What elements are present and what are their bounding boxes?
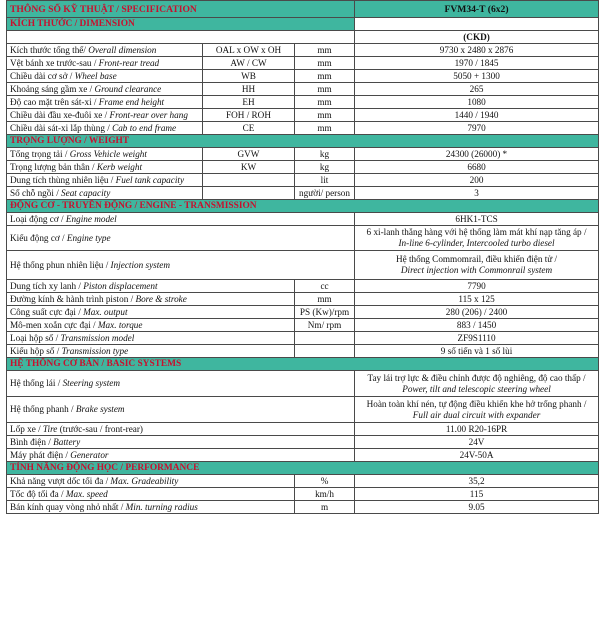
row-label (7, 148, 203, 161)
row-label (7, 319, 295, 332)
table-row (7, 488, 599, 501)
section-title: TRỌNG LƯỢNG / WEIGHT (7, 135, 599, 148)
section-title: ĐỘNG CƠ - TRUYỀN ĐỘNG / ENGINE - TRANSMISSION (7, 200, 599, 213)
label-en: Transmission model (60, 332, 135, 343)
symbol-cell: GVW (203, 148, 295, 161)
label-en: Front-rear over hang (109, 109, 188, 120)
value-line-en: Direct injection with Commonrail system (400, 265, 553, 275)
value-cell (355, 251, 599, 280)
label-en: Max. output (83, 306, 128, 317)
symbol-cell: OAL x OW x OH (203, 44, 295, 57)
value-cell: 24V-50A (355, 449, 599, 462)
label-en: Wheel base (74, 70, 117, 81)
row-label (7, 109, 203, 122)
table-row (7, 501, 599, 514)
label-vn: Hệ thống lái / (10, 378, 63, 388)
label-vn: Chiều dài đầu xe-đuôi xe / (10, 109, 110, 120)
label-vn: Khả năng vượt dốc tối đa / (10, 475, 111, 486)
symbol-cell: AW / CW (203, 57, 295, 70)
table-row (7, 475, 599, 488)
table-row (7, 226, 599, 251)
value-cell: 200 (355, 174, 599, 187)
value-cell: 35,2 (355, 475, 599, 488)
row-label (7, 449, 355, 462)
section-dimension (7, 18, 599, 31)
row-label (7, 122, 203, 135)
row-label (7, 423, 355, 436)
symbol-cell: EH (203, 96, 295, 109)
value-cell: ZF9S1110 (355, 332, 599, 345)
label-en: Steering system (62, 378, 120, 388)
unit-cell: mm (295, 96, 355, 109)
unit-cell: mm (295, 109, 355, 122)
label-vn: Kiểu hộp số / (10, 345, 62, 356)
section-performance (7, 462, 599, 475)
value-cell: 7790 (355, 280, 599, 293)
table-row (7, 280, 599, 293)
unit-cell (295, 332, 355, 345)
unit-cell: PS (Kw)/rpm (295, 306, 355, 319)
label-en: Fuel tank capacity (115, 174, 185, 185)
row-label (7, 213, 355, 226)
section-engine (7, 200, 599, 213)
table-row (7, 148, 599, 161)
section-basic (7, 358, 599, 371)
row-label (7, 83, 203, 96)
value-cell (355, 226, 599, 251)
table-row (7, 70, 599, 83)
row-label (7, 306, 295, 319)
label-en: Battery (53, 436, 81, 447)
table-row (7, 423, 599, 436)
value-line-vn: Hệ thống Commomrail, điều khiển điện tử / (395, 254, 558, 264)
label-en: Cab to end frame (112, 122, 177, 133)
value-cell: 24300 (26000) * (355, 148, 599, 161)
row-label (7, 226, 355, 251)
table-row (7, 187, 599, 200)
spec-sheet (6, 0, 598, 514)
label-vn: Công suất cực đại / (10, 306, 84, 317)
table-row (7, 397, 599, 423)
row-label (7, 57, 203, 70)
row-label (7, 174, 203, 187)
label-vn: Kích thước tổng thể/ (10, 44, 86, 55)
unit-cell: lit (295, 174, 355, 187)
value-cell: 9730 x 2480 x 2876 (355, 44, 599, 57)
value-cell: 115 (355, 488, 599, 501)
label-en: Tire (42, 423, 58, 434)
label-en: Ground clearance (94, 83, 162, 94)
table-row (7, 122, 599, 135)
label-en: Front-rear tread (98, 57, 160, 68)
sheet-title: THÔNG SỐ KỸ THUẬT / SPECIFICATION (7, 1, 355, 18)
unit-cell: m (295, 501, 355, 514)
symbol-cell (203, 174, 295, 187)
value-line-en: Power, tilt and telescopic steering wheel (402, 383, 551, 394)
section-title: HỆ THỐNG CƠ BẢN / BASIC SYSTEMS (7, 358, 599, 371)
label-vn: Chiều dài cơ sở / (10, 70, 75, 81)
label-vn: Tốc độ tối đa / (10, 488, 66, 499)
unit-cell: mm (295, 122, 355, 135)
value-line-vn: Hoàn toàn khí nén, tự động điều khiển khe hở trống phanh / (366, 398, 587, 409)
label-vn: Lốp xe / (10, 423, 43, 434)
table-row (7, 57, 599, 70)
row-label (7, 293, 295, 306)
unit-cell: mm (295, 57, 355, 70)
unit-cell (295, 345, 355, 358)
row-label (7, 332, 295, 345)
row-label (7, 475, 295, 488)
table-row (7, 174, 599, 187)
label-en: Max. speed (65, 488, 108, 499)
unit-cell: người/ person (295, 187, 355, 200)
table-row (7, 345, 599, 358)
symbol-cell (203, 187, 295, 200)
label-en: Kerb weight (96, 161, 142, 172)
table-row (7, 436, 599, 449)
label-vn: Máy phát điện / (10, 449, 71, 460)
label-vn: Loại động cơ / (10, 213, 66, 224)
row-label (7, 488, 295, 501)
value-cell: 7970 (355, 122, 599, 135)
table-row (7, 293, 599, 306)
row-label (7, 251, 355, 280)
unit-cell: kg (295, 148, 355, 161)
value-cell: 265 (355, 83, 599, 96)
value-cell: 11.00 R20-16PR (355, 423, 599, 436)
unit-cell: Nm/ rpm (295, 319, 355, 332)
table-row (7, 44, 599, 57)
label-en: Max. torque (97, 319, 143, 330)
label-vn: Hệ thống phanh / (10, 404, 76, 414)
label-vn: Bán kính quay vòng nhỏ nhất / (10, 501, 126, 512)
label-vn: Chiều dài sát-xi lắp thùng / (10, 122, 113, 133)
unit-cell: mm (295, 83, 355, 96)
spec-table (6, 0, 599, 514)
row-label (7, 70, 203, 83)
value-cell: 24V (355, 436, 599, 449)
unit-cell: mm (295, 293, 355, 306)
unit-cell: kg (295, 161, 355, 174)
value-line-en: Full air dual circuit with expander (412, 409, 541, 420)
label-vn: Trọng lượng bản thân / (10, 161, 97, 172)
row-label (7, 187, 203, 200)
label-vn: Số chỗ ngồi / (10, 187, 62, 198)
value-cell: 1970 / 1845 (355, 57, 599, 70)
unit-cell: % (295, 475, 355, 488)
section-title: KÍCH THƯỚC / DIMENSION (7, 18, 355, 31)
section-title: TÍNH NĂNG ĐỘNG HỌC / PERFORMANCE (7, 462, 599, 475)
label-vn: Vệt bánh xe trước-sau / (10, 57, 99, 68)
label-vn: Hệ thống phun nhiên liệu / (10, 259, 111, 270)
label-extra: (trước-sau / front-rear) (57, 423, 143, 434)
symbol-cell: WB (203, 70, 295, 83)
row-label (7, 501, 295, 514)
label-vn: Dung tích thùng nhiên liệu / (10, 174, 116, 185)
label-vn: Dung tích xy lanh / (10, 280, 84, 291)
label-vn: Khoảng sáng gầm xe / (10, 83, 95, 94)
unit-cell: mm (295, 70, 355, 83)
label-en: Brake system (75, 404, 125, 414)
table-row (7, 371, 599, 397)
model-name: FVM34-T (6x2) (355, 1, 599, 18)
symbol-cell: KW (203, 161, 295, 174)
value-line-vn: Tay lái trợ lực & điều chỉnh được độ nghiêng, độ cao thấp / (367, 372, 586, 383)
value-cell: 9 số tiến và 1 số lùi (355, 345, 599, 358)
label-vn: Kiểu động cơ / (10, 232, 67, 243)
unit-cell: km/h (295, 488, 355, 501)
label-en: Generator (70, 449, 109, 460)
value-cell: 280 (206) / 2400 (355, 306, 599, 319)
row-label (7, 44, 203, 57)
symbol-cell: CE (203, 122, 295, 135)
label-vn: Tổng trọng tải / (10, 148, 70, 159)
label-vn: Bình điện / (10, 436, 54, 447)
value-cell (355, 371, 599, 397)
value-cell: 883 / 1450 (355, 319, 599, 332)
row-label (7, 345, 295, 358)
label-en: Gross Vehicle weight (69, 148, 147, 159)
symbol-cell: HH (203, 83, 295, 96)
label-en: Piston displacement (83, 280, 158, 291)
header-row (7, 1, 599, 18)
symbol-cell: FOH / ROH (203, 109, 295, 122)
label-en: Transmission type (61, 345, 129, 356)
row-label (7, 371, 355, 397)
value-cell: 1440 / 1940 (355, 109, 599, 122)
value-cell: 6680 (355, 161, 599, 174)
row-label (7, 436, 355, 449)
value-cell: 6HK1-TCS (355, 213, 599, 226)
label-en: Bore & stroke (135, 293, 187, 304)
row-label (7, 161, 203, 174)
unit-cell: mm (295, 44, 355, 57)
label-vn: Đường kính & hành trình piston / (10, 293, 136, 304)
table-row (7, 109, 599, 122)
label-en: Frame end height (98, 96, 165, 107)
label-vn: Loại hộp số / (10, 332, 61, 343)
label-en: Overall dimension (85, 44, 157, 55)
table-row (7, 319, 599, 332)
value-cell: 9.05 (355, 501, 599, 514)
value-cell: 5050 + 1300 (355, 70, 599, 83)
assembly-type: (CKD) (355, 31, 599, 44)
table-row (7, 83, 599, 96)
value-line-en: In-line 6-cylinder, Intercooled turbo diesel (398, 238, 555, 248)
label-en: Engine model (65, 213, 117, 224)
label-vn: Mô-men xoắn cực đại / (10, 319, 98, 330)
table-row (7, 213, 599, 226)
row-label (7, 397, 355, 423)
label-en: Seat capacity (61, 187, 111, 198)
label-en: Max. Gradeability (110, 475, 179, 486)
section-weight (7, 135, 599, 148)
value-cell (355, 397, 599, 423)
table-row (7, 449, 599, 462)
value-line-vn: 6 xi-lanh thẳng hàng với hệ thống làm mát khí nạp tăng áp / (366, 227, 587, 237)
label-en: Injection system (110, 259, 170, 270)
ckd-row (7, 31, 599, 44)
table-row (7, 161, 599, 174)
unit-cell: cc (295, 280, 355, 293)
table-row (7, 251, 599, 280)
table-row (7, 96, 599, 109)
label-vn: Độ cao mặt trên sát-xi / (10, 96, 99, 107)
table-row (7, 306, 599, 319)
table-row (7, 332, 599, 345)
value-cell: 1080 (355, 96, 599, 109)
row-label (7, 96, 203, 109)
label-en: Min. turning radius (125, 501, 198, 512)
value-cell: 3 (355, 187, 599, 200)
value-cell: 115 x 125 (355, 293, 599, 306)
row-label (7, 280, 295, 293)
label-en: Engine type (66, 232, 111, 243)
